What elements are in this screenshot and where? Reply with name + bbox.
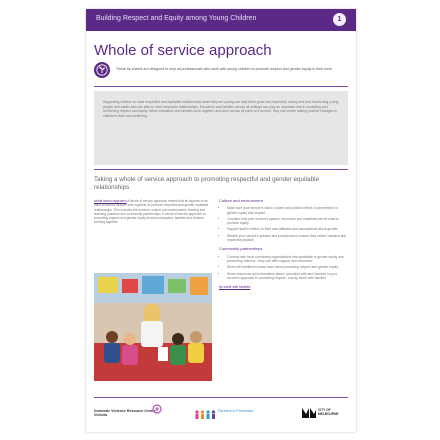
page-number-badge: 1 <box>333 13 346 26</box>
community-link[interactable]: tip sheet with families <box>219 285 251 290</box>
list-item: • Work with families to know more about promoting respect and gender equity. <box>227 265 347 269</box>
list-item: • Review your service's policies and procedures to ensure they reflect inclusive and respectful practice. <box>227 234 347 243</box>
list-item: • Consider how your service's spaces, resources and materials can be used to promote equity. <box>227 217 347 226</box>
partners-logo: Partners in Prevention <box>218 409 254 413</box>
divider <box>94 397 348 398</box>
left-column-text: A whole of service approach means that all aspects of an early childhood service work together to promote respectful and gender equitable relationships. This includes the service's culture and environment, learning and teaching practices and community partnerships. A whole of service approach to promoting respect and gender equity involves educators, families and children working together. <box>94 199 209 225</box>
community-list <box>219 255 347 280</box>
left-column <box>94 199 212 225</box>
dvrcv-logo-mark <box>152 404 162 414</box>
dvrcv-logo: Domestic Violence Resource Centre Victoria <box>94 409 156 418</box>
culture-list <box>219 206 347 242</box>
list-item: • Connect with local community organisations that specialise in gender equity and preventing violence - they can offer support and resources. <box>227 255 347 264</box>
header-title: Building Respect and Equity among Young Children <box>96 15 257 22</box>
classroom-photo <box>94 273 212 381</box>
city-of-melbourne-logo-mark <box>302 408 316 418</box>
list-item: • Support staff to reflect on their own attitudes and assumptions about gender. <box>227 227 347 231</box>
list-item: • Share resources and information about, consulted with and involved in your service's approach to promoting respect - use tip sheet with families. <box>227 272 347 281</box>
document-page <box>86 9 356 432</box>
intro-box-text: Supporting children to have respectful and equitable relationships when they are young can help them grow into respectful, caring and well-functioning young people and adults who are able to have respectful relationships. Educators and families across all settings can play an important role in modelling and reinforcing respect and equity. When educators and families work together and work across all parts of a service, they can create lasting positive changes in children's lives and wellbeing. <box>103 100 339 118</box>
culture-heading: Culture and environment <box>219 198 263 203</box>
intro-text: These tip sheets are designed to help all professionals who work with young children to promote respect and gender equity in their work. <box>116 67 333 71</box>
left-column-link[interactable]: whole school approach <box>94 199 127 203</box>
section-subheading: Taking a whole of service approach to promoting respectful and gender equitable relationships <box>94 176 320 191</box>
community-heading: Community partnerships <box>219 246 263 252</box>
city-of-melbourne-logo: CITY OF MELBOURNE <box>318 408 339 417</box>
header-bar <box>86 9 356 31</box>
footer-logos <box>94 404 348 424</box>
divider <box>94 86 348 87</box>
sprout-icon <box>94 62 110 78</box>
page-title: Whole of service approach <box>94 42 272 59</box>
right-column <box>219 199 347 289</box>
divider <box>94 169 348 170</box>
list-item: • Make sure your service's vision, values and policies reflect a commitment to gender equity and respect. <box>227 206 347 215</box>
partners-logo-mark <box>194 409 216 419</box>
intro-box <box>94 91 348 165</box>
